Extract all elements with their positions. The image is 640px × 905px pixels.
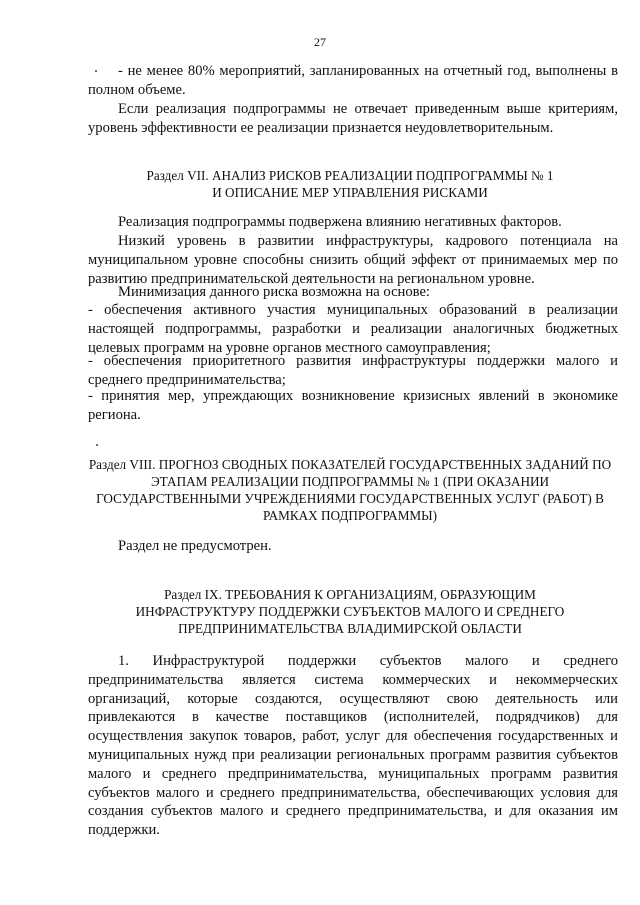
section-9-heading-line-2: ИНФРАСТРУКТУРУ ПОДДЕРЖКИ СУБЪЕКТОВ МАЛОГО И СРЕДНЕГО xyxy=(135,604,565,619)
page-number: 27 xyxy=(314,35,326,49)
section-8-heading xyxy=(70,456,630,524)
section-8-paragraph-1: Раздел не предусмотрен. xyxy=(118,538,272,554)
section-7-bullet-1: - обеспечения активного участия муниципальных образований в реализации настоящей подпрограммы, разработки и реализации аналогичных бюджетных целевых программ на уровне органов местного самоуправления; xyxy=(88,302,618,356)
section-7-heading-line-2: И ОПИСАНИЕ МЕР УПРАВЛЕНИЯ РИСКАМИ xyxy=(212,185,488,200)
section-9-heading xyxy=(70,586,630,637)
section-8-heading-line-1: Раздел VIII. ПРОГНОЗ СВОДНЫХ ПОКАЗАТЕЛЕЙ ГОСУДАРСТВЕННЫХ ЗАДАНИЙ ПО xyxy=(88,457,612,472)
section-7-paragraph-2: Низкий уровень в развитии инфраструктуры, кадрового потенциала на муниципальном уровне способны снизить общий эффект от принимаемых мер по развитию предпринимательской деятельности на региональном уровне. xyxy=(88,233,618,287)
section-7-heading-line-1: Раздел VII. АНАЛИЗ РИСКОВ РЕАЛИЗАЦИИ ПОДПРОГРАММЫ № 1 xyxy=(146,168,554,183)
section-7-paragraph-3: Минимизация данного риска возможна на основе: xyxy=(118,284,430,300)
section-8-heading-line-2: ЭТАПАМ РЕАЛИЗАЦИИ ПОДПРОГРАММЫ № 1 (ПРИ ОКАЗАНИИ xyxy=(150,474,550,489)
section-7-bullet-3: - принятия мер, упреждающих возникновение кризисных явлений в экономике региона. xyxy=(88,388,618,423)
intro-paragraph-2: Если реализация подпрограммы не отвечает приведенным выше критериям, уровень эффективности ее реализации признается неудовлетворительным. xyxy=(88,101,618,136)
section-8-heading-line-4: РАМКАХ ПОДПРОГРАММЫ) xyxy=(262,508,438,523)
scan-speck xyxy=(96,444,98,446)
section-9-heading-line-3: ПРЕДПРИНИМАТЕЛЬСТВА ВЛАДИМИРСКОЙ ОБЛАСТИ xyxy=(178,621,522,636)
intro-paragraph-1: - не менее 80% мероприятий, запланированных на отчетный год, выполнены в полном объеме. xyxy=(88,63,618,98)
section-8-heading-line-3: ГОСУДАРСТВЕННЫМИ УЧРЕЖДЕНИЯМИ ГОСУДАРСТВЕННЫХ УСЛУГ (РАБОТ) В xyxy=(96,491,604,506)
section-7-bullet-2: - обеспечения приоритетного развития инфраструктуры поддержки малого и среднего предпринимательства; xyxy=(88,353,618,388)
section-7-heading xyxy=(70,167,630,201)
section-9-paragraph-1: 1. Инфраструктурой поддержки субъектов малого и среднего предпринимательства является система коммерческих и некоммерческих организаций, которые создаются, осуществляют свою деятельность или привлекаются в качестве поставщиков (исполнителей, подрядчиков) для осуществления закупок товаров, работ, услуг для обеспечения государственных и муниципальных нужд при реализации региональных программ развития субъектов малого и среднего предпринимательства, муниципальных программ развития субъектов малого и среднего предпринимательства, обеспечивающих условия для создания субъектов малого и среднего предпринимательства, и для оказания им поддержки. xyxy=(88,653,618,839)
section-9-heading-line-1: Раздел IX. ТРЕБОВАНИЯ К ОРГАНИЗАЦИЯМ, ОБРАЗУЮЩИМ xyxy=(164,587,536,602)
section-7-paragraph-1: Реализация подпрограммы подвержена влиянию негативных факторов. xyxy=(118,214,562,230)
